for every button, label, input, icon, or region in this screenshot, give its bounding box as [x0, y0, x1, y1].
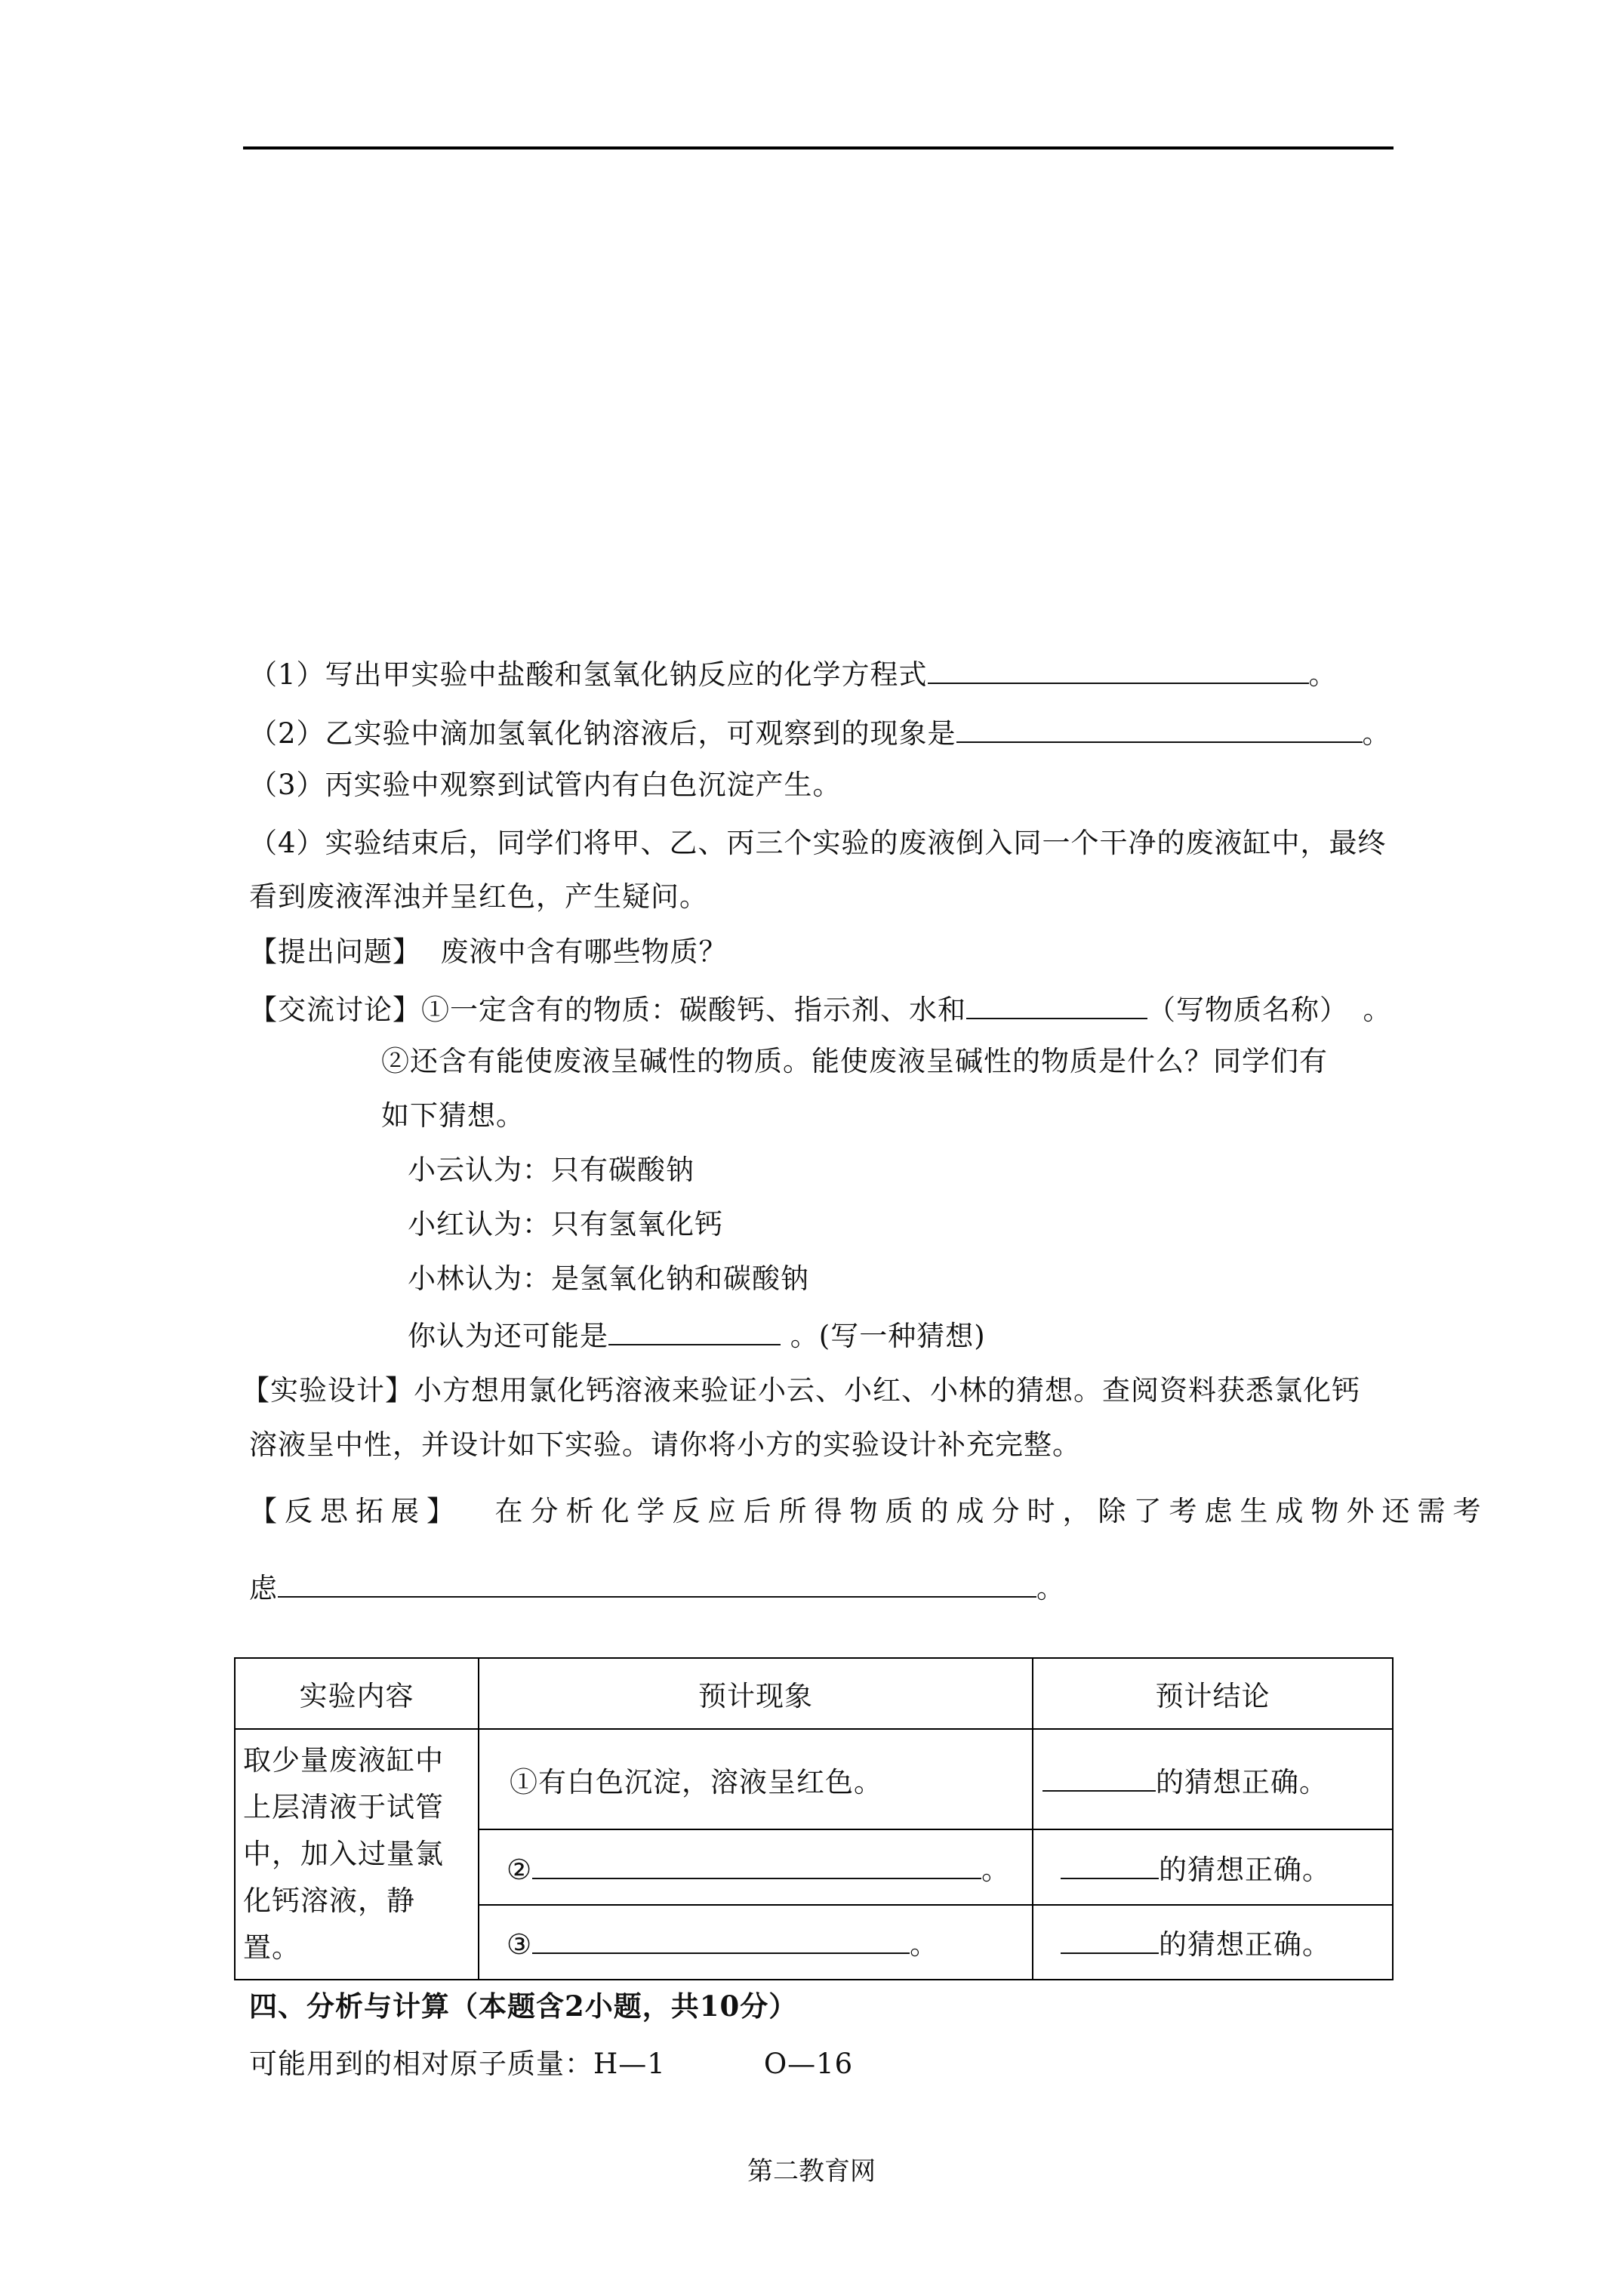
guess-yours-text: 你认为还可能是: [408, 1320, 608, 1352]
header-observation: 预计现象: [479, 1658, 1033, 1729]
discuss-item-1-end: （写物质名称） 。: [1147, 994, 1392, 1026]
question-1: [249, 655, 1338, 692]
discuss-label: 【交流讨论】: [249, 994, 421, 1026]
answer-blank-reflect[interactable]: [278, 1569, 1036, 1598]
footer-site-name: 第二教育网: [747, 2156, 876, 2187]
conclusion-1-text: 的猜想正确。: [1156, 1765, 1329, 1798]
answer-blank-substance[interactable]: [966, 991, 1147, 1019]
guess-xiaoyun: 小云认为：只有碳酸钠: [408, 1154, 694, 1186]
guess-yours: [408, 1317, 986, 1353]
experiment-content: 取少量废液缸中上层清液于试管中，加入过量氯化钙溶液，静置。: [235, 1729, 479, 1980]
experiment-table: [234, 1657, 1394, 1980]
ask-label: 【提出问题】: [249, 935, 421, 968]
reflect-line1-text: 在分析化学反应后所得物质的成分时，除了考虑生成物外还需考: [494, 1495, 1489, 1527]
atomic-mass-h: 可能用到的相对原子质量：H—1: [249, 2048, 666, 2080]
question-1-end: 。: [1308, 658, 1338, 691]
conclusion-3: [1033, 1905, 1393, 1980]
observation-2: [479, 1829, 1033, 1904]
atomic-mass-line: [249, 2048, 853, 2081]
answer-blank-conclusion-1[interactable]: [1042, 1763, 1156, 1792]
design-label: 【实验设计】: [242, 1374, 414, 1407]
observation-2-label: ②: [506, 1853, 533, 1886]
answer-blank-conclusion-2[interactable]: [1061, 1851, 1159, 1879]
answer-blank-conclusion-3[interactable]: [1061, 1925, 1159, 1954]
question-4-line2: 看到废液浑浊并呈红色，产生疑问。: [249, 880, 708, 913]
section-4-title: 四、分析与计算（本题含2小题，共10分）: [249, 1989, 798, 2023]
conclusion-3-text: 的猜想正确。: [1159, 1928, 1332, 1962]
header-rule: [243, 146, 1394, 149]
question-2-end: 。: [1362, 717, 1391, 750]
question-2: [249, 714, 1391, 750]
design-line1-text: 小方想用氯化钙溶液来验证小云、小红、小林的猜想。查阅资料获悉氯化钙: [414, 1374, 1360, 1407]
ask-text: 废液中含有哪些物质？: [440, 935, 728, 968]
design-line1: [242, 1374, 1360, 1407]
question-1-text: （1）写出甲实验中盐酸和氢氧化钠反应的化学方程式: [249, 658, 928, 691]
discuss-item-1-text: ①一定含有的物质：碳酸钙、指示剂、水和: [421, 994, 966, 1026]
question-2-text: （2）乙实验中滴加氢氧化钠溶液后，可观察到的现象是: [249, 717, 956, 750]
answer-blank-observation-2[interactable]: [532, 1851, 981, 1879]
design-line2: 溶液呈中性，并设计如下实验。请你将小方的实验设计补充完整。: [249, 1428, 1081, 1461]
discuss-item-2-line1: ②还含有能使废液呈碱性的物质。能使废液呈碱性的物质是什么？同学们有: [381, 1045, 1328, 1077]
answer-blank-observation-3[interactable]: [532, 1925, 910, 1954]
conclusion-1: [1033, 1729, 1393, 1829]
table-row: [235, 1729, 1393, 1829]
reflect-end: 。: [1036, 1572, 1065, 1604]
header-content: 实验内容: [235, 1658, 479, 1729]
conclusion-2-text: 的猜想正确。: [1159, 1853, 1332, 1886]
ask-question: [249, 935, 728, 969]
observation-2-end: 。: [981, 1853, 1011, 1886]
reflect-label: 【反思拓展】: [249, 1495, 462, 1527]
reflect-line1: [249, 1495, 1489, 1528]
conclusion-2: [1033, 1829, 1393, 1904]
reflect-line2: [249, 1569, 1065, 1605]
observation-1: ①有白色沉淀，溶液呈红色。: [479, 1729, 1033, 1829]
answer-blank-1[interactable]: [928, 655, 1309, 684]
guess-xiaolin: 小林认为：是氢氧化钠和碳酸钠: [408, 1262, 809, 1295]
guess-yours-end: 。(写一种猜想): [790, 1320, 986, 1352]
atomic-mass-o: O—16: [763, 2048, 854, 2080]
reflect-line2-text: 虑: [249, 1572, 278, 1604]
observation-3-label: ③: [506, 1928, 533, 1962]
question-4-line1: （4）实验结束后，同学们将甲、乙、丙三个实验的废液倒入同一个干净的废液缸中，最终: [249, 827, 1387, 859]
table-header-row: [235, 1658, 1393, 1729]
observation-3: [479, 1905, 1033, 1980]
answer-blank-guess[interactable]: [608, 1317, 781, 1345]
answer-blank-2[interactable]: [956, 714, 1363, 743]
discuss-item-2-line2: 如下猜想。: [381, 1099, 525, 1132]
question-3: （3）丙实验中观察到试管内有白色沉淀产生。: [249, 769, 842, 801]
header-conclusion: 预计结论: [1033, 1658, 1393, 1729]
guess-xiaohong: 小红认为：只有氢氧化钙: [408, 1208, 723, 1240]
observation-3-end: 。: [910, 1928, 939, 1962]
discuss-item-1: [249, 991, 1392, 1027]
